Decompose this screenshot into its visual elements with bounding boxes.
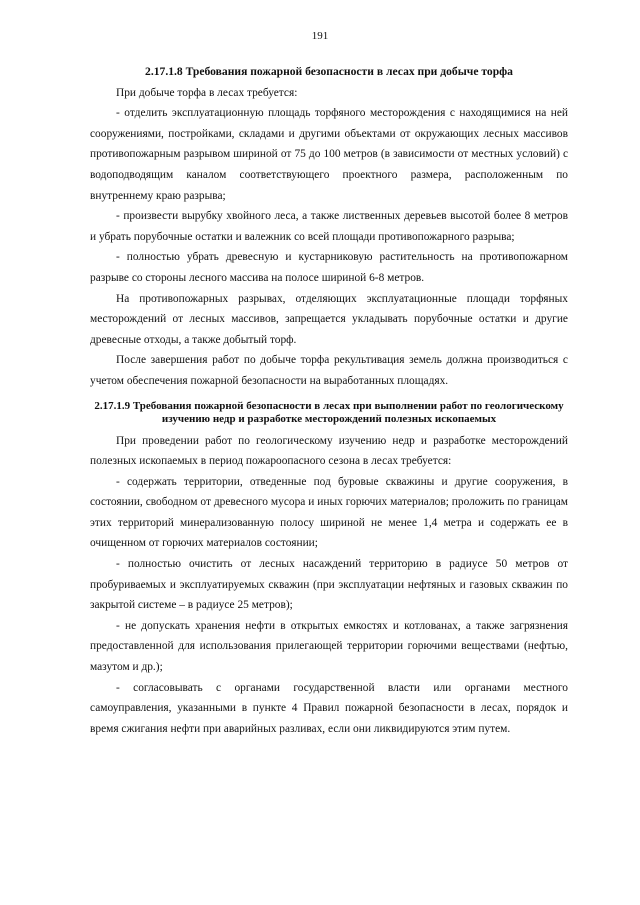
paragraph: - содержать территории, отведенные под буровые скважины и другие сооружения, в состоянии, свободном от древесного мусора и иных горючих материалов; проложить по границам этих территорий минерализованную полосу шириной не менее 1,4 метра и содержать ее в очищенном от горючих материалов состоянии; — [90, 475, 568, 550]
paragraph: - отделить эксплуатационную площадь торфяного месторождения с находящимися на ней сооружениями, постройками, складами и другими объектами от окружающих лесных массивов противопожарным разрывом шириной от 75 до 100 метров (в зависимости от местных условий) с водоподводящим каналом соответствующего проектного размера, расположенным по внутреннему краю разрыва; — [90, 107, 568, 202]
paragraph: - произвести вырубку хвойного леса, а также лиственных деревьев высотой более 8 метров и убрать порубочные остатки и валежник со всей площади противопожарного разрыва; — [90, 210, 568, 243]
section-heading-2-17-1-8: 2.17.1.8 Требования пожарной безопасности в лесах при добыче торфа — [145, 65, 513, 78]
paragraph: При добыче торфа в лесах требуется: — [116, 86, 298, 99]
paragraph: - не допускать хранения нефти в открытых емкостях и котлованах, а также загрязнения предоставленной для использования прилегающей территории горючими веществами (нефтью, мазутом и др.); — [90, 619, 568, 674]
paragraph: На противопожарных разрывах, отделяющих эксплуатационные площади торфяных месторождений от лесных массивов, запрещается укладывать порубочные остатки и другие древесные отходы, а также добытый торф. — [90, 292, 568, 346]
paragraph: При проведении работ по геологическому изучению недр и разработке месторождений полезных ископаемых в период пожароопасного сезона в лесах требуется: — [90, 434, 568, 468]
page-content — [90, 62, 568, 739]
paragraph: - полностью очистить от лесных насаждений территорию в радиусе 50 метров от пробуриваемых и эксплуатируемых скважин (при эксплуатации нефтяных и газовых скважин по закрытой системе – в радиусе 25 метров); — [90, 558, 568, 612]
paragraph: - полностью убрать древесную и кустарниковую растительность на противопожарном разрыве со стороны лесного массива на полосе шириной 6-8 метров. — [90, 251, 568, 284]
section-heading-2-17-1-9: 2.17.1.9 Требования пожарной безопасности в лесах при выполнении работ по геологическому изучению недр и разработке месторождений полезных ископаемых — [94, 399, 564, 425]
paragraph: После завершения работ по добыче торфа рекультивация земель должна производиться с учетом обеспечения пожарной безопасности на выработанных площадях. — [90, 354, 568, 387]
page-number: 191 — [311, 30, 329, 42]
paragraph: - согласовывать с органами государственной власти или органами местного самоуправления, указанными в пункте 4 Правил пожарной безопасности в лесах, порядок и время сжигания нефти при аварийных разливах, если они ликвидируются этим путем. — [90, 681, 568, 735]
